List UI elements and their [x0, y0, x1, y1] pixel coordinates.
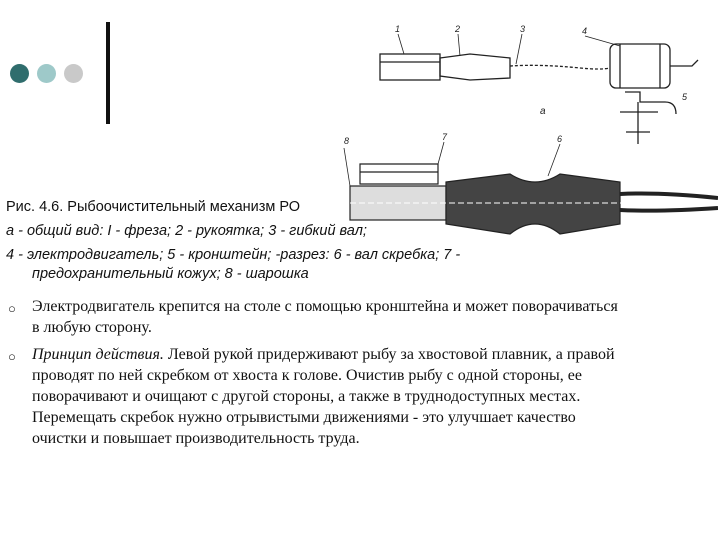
- slide-decoration-dots: [10, 64, 83, 83]
- dot-dark: [10, 64, 29, 83]
- general-view: [380, 44, 698, 144]
- principle-heading: Принцип действия.: [32, 346, 164, 363]
- bracket: [625, 92, 676, 114]
- vertical-divider: [106, 22, 110, 124]
- bullet-item-motor: [8, 296, 628, 338]
- figure-label-1: 1: [395, 24, 401, 34]
- figure-label-8: 8: [344, 136, 350, 146]
- figure-caption-title: Рис. 4.6. Рыбоочистительный механизм РО: [6, 199, 301, 215]
- figure-label-3: 3: [520, 24, 526, 34]
- view-label-a: а: [540, 106, 546, 117]
- caption-line-3a: 4 - электродвигатель; 5 - кронштейн; -разрез: 6 - вал скребка; 7 -: [6, 247, 461, 263]
- figure-label-4: 4: [582, 26, 588, 36]
- figure-caption-line-3: [6, 246, 566, 284]
- figure-label-6: 6: [557, 134, 563, 144]
- principle-body: Левой рукой придерживают рыбу за хвостовой плавник, а правой проводят по ней скребком от хвоста к голове. Очистив рыбу с одной стороны, ее поворачивают и очищают с другой стороны, а также в труднодоступных местах. Перемещать скребок нужно отрывистыми движениями - это улучшает качество очистки и повышает производительность труда.: [32, 346, 615, 447]
- section-view: [344, 142, 718, 234]
- cutter-body: [380, 54, 440, 80]
- figure-label-7: 7: [442, 132, 448, 142]
- bullet-text: [32, 344, 628, 449]
- bullet-list: [8, 296, 628, 455]
- motor: [610, 44, 670, 88]
- figure-label-2: 2: [455, 24, 461, 34]
- bullet-text: Электродвигатель крепится на столе с помощью кронштейна и может поворачиваться в любую сторону.: [32, 298, 618, 336]
- bullet-ring-icon: ○: [8, 349, 16, 364]
- bullet-ring-icon: ○: [8, 301, 16, 316]
- dot-gray: [64, 64, 83, 83]
- figure-label-5: 5: [682, 92, 688, 102]
- dot-light: [37, 64, 56, 83]
- caption-line-3b: предохранительный кожух; 8 - шарошка: [32, 266, 309, 282]
- motor-cord: [670, 60, 698, 66]
- bullet-item-principle: [8, 344, 628, 449]
- flexible-shaft: [510, 65, 610, 69]
- figure-caption-line-2: а - общий вид: I - фреза; 2 - рукоятка; 3 - гибкий вал;: [6, 223, 367, 239]
- handle: [440, 54, 510, 80]
